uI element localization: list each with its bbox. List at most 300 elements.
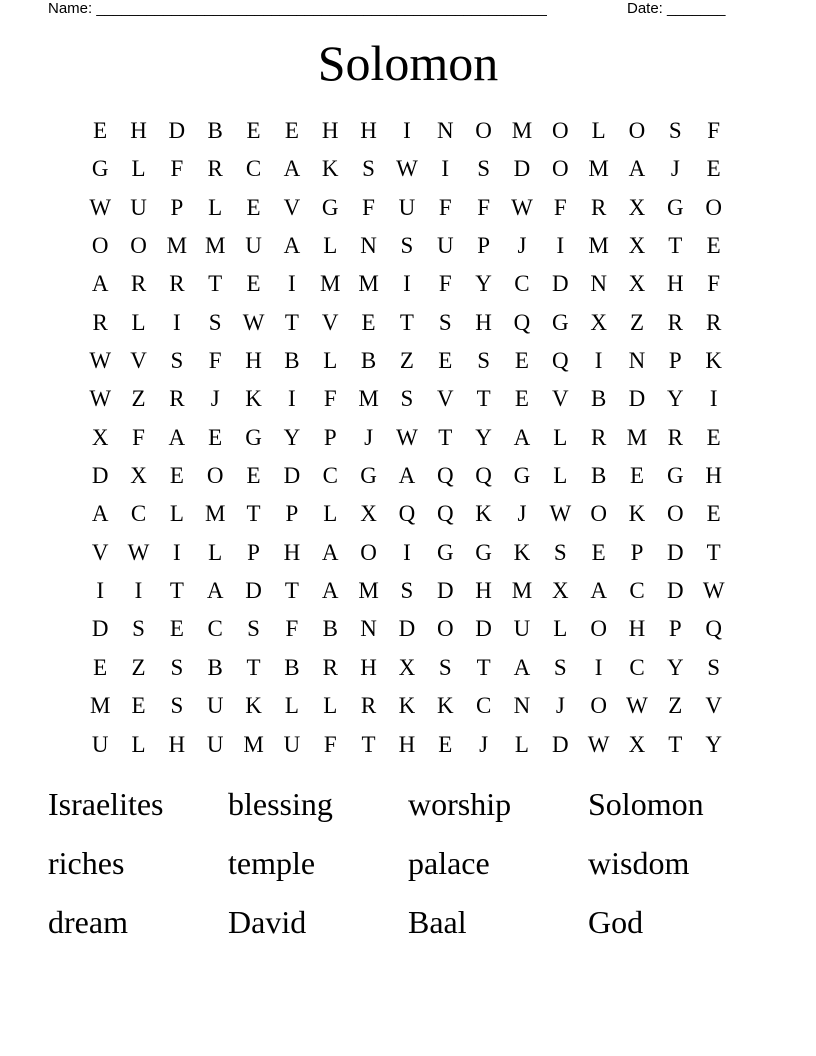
grid-cell: E xyxy=(169,463,184,489)
grid-cell: I xyxy=(441,156,450,182)
grid-cell: M xyxy=(204,233,226,259)
grid-cell: Q xyxy=(398,501,416,527)
grid-cell: I xyxy=(709,386,718,412)
grid-cell: S xyxy=(208,309,222,335)
grid-cell: Y xyxy=(667,654,684,680)
grid-cell: F xyxy=(208,348,222,374)
grid-cell: S xyxy=(362,156,375,182)
grid-cell: E xyxy=(361,309,376,335)
grid-cell: H xyxy=(130,118,147,143)
grid-cell: I xyxy=(594,348,603,374)
grid-cell: K xyxy=(245,386,262,412)
grid-cell: L xyxy=(131,156,146,182)
grid-cell: U xyxy=(513,616,531,642)
grid-cell: A xyxy=(283,233,301,259)
grid-cell: U xyxy=(206,693,224,719)
grid-cell: G xyxy=(475,539,492,565)
grid-cell: X xyxy=(628,271,646,297)
word-list-item: palace xyxy=(408,845,490,881)
grid-cell: X xyxy=(628,194,646,220)
word-list-item: temple xyxy=(228,845,316,881)
grid-cell: A xyxy=(628,156,646,182)
grid-cell: E xyxy=(514,386,529,412)
grid-cell: R xyxy=(322,654,338,680)
word-list-item: God xyxy=(588,904,644,940)
grid-cell: M xyxy=(588,156,609,182)
grid-cell: W xyxy=(396,424,418,450)
page-title: Solomon xyxy=(317,35,499,91)
grid-cell: W xyxy=(89,386,112,412)
grid-cell: L xyxy=(553,424,568,450)
grid-cell: Q xyxy=(513,309,531,335)
grid-cell: C xyxy=(322,463,338,489)
grid-cell: K xyxy=(475,501,492,527)
word-list-item: wisdom xyxy=(588,845,690,881)
grid-cell: S xyxy=(477,156,490,182)
grid-cell: R xyxy=(590,424,607,450)
grid-cell: V xyxy=(130,348,147,374)
grid-cell: P xyxy=(323,424,337,450)
grid-cell: O xyxy=(360,539,377,565)
grid-cell: W xyxy=(396,156,418,182)
word-list xyxy=(48,780,788,957)
grid-cell: F xyxy=(438,271,452,297)
grid-cell: C xyxy=(475,693,492,719)
grid-cell: N xyxy=(360,616,377,642)
grid-cell: A xyxy=(321,539,339,565)
grid-cell: I xyxy=(173,309,181,335)
grid-cell: U xyxy=(245,233,262,259)
grid-cell: A xyxy=(513,424,531,450)
grid-cell: N xyxy=(436,118,454,143)
grid-cell: A xyxy=(513,654,531,680)
grid-cell: F xyxy=(707,118,721,143)
grid-cell: Q xyxy=(436,501,454,527)
grid-cell: H xyxy=(321,118,339,143)
word-list-item: worship xyxy=(408,786,512,822)
grid-cell: X xyxy=(360,501,377,527)
grid-cell: D xyxy=(245,578,262,604)
grid-cell: F xyxy=(132,424,145,450)
grid-cell: V xyxy=(91,539,109,565)
grid-cell: G xyxy=(245,424,262,450)
grid-cell: Z xyxy=(399,348,414,374)
grid-cell: L xyxy=(323,348,338,374)
grid-cell: M xyxy=(626,424,648,450)
grid-cell: X xyxy=(551,578,569,604)
grid-cell: I xyxy=(288,271,296,297)
grid-cell: L xyxy=(169,501,184,527)
grid-cell: O xyxy=(551,118,569,143)
grid-cell: M xyxy=(243,731,264,757)
grid-cell: Q xyxy=(436,463,454,489)
grid-cell: O xyxy=(436,616,454,642)
grid-cell: A xyxy=(206,578,224,604)
grid-cell: Z xyxy=(629,309,645,335)
grid-cell: E xyxy=(208,424,223,450)
grid-cell: O xyxy=(475,118,492,143)
grid-cell: L xyxy=(131,309,146,335)
grid-cell: D xyxy=(91,616,109,642)
grid-cell: S xyxy=(170,693,184,719)
grid-cell: E xyxy=(131,693,146,719)
grid-cell: F xyxy=(707,271,721,297)
word-list-item: dream xyxy=(48,904,128,940)
grid-cell: I xyxy=(556,233,565,259)
grid-cell: Y xyxy=(475,424,492,450)
grid-cell: O xyxy=(590,616,607,642)
grid-cell: S xyxy=(400,578,414,604)
grid-cell: W xyxy=(702,578,725,604)
grid-cell: O xyxy=(705,194,722,220)
grid-cell: H xyxy=(283,539,301,565)
grid-cell: P xyxy=(630,539,644,565)
grid-cell: M xyxy=(358,578,379,604)
grid-cell: B xyxy=(590,463,607,489)
grid-cell: I xyxy=(403,539,411,565)
grid-cell: L xyxy=(208,194,223,220)
grid-cell: T xyxy=(246,654,261,680)
grid-cell: Q xyxy=(475,463,492,489)
grid-cell: E xyxy=(93,118,108,143)
grid-cell: W xyxy=(549,501,572,527)
grid-cell: X xyxy=(398,654,416,680)
grid-cell: Z xyxy=(131,386,146,412)
grid-cell: S xyxy=(438,309,452,335)
grid-cell: O xyxy=(206,463,224,489)
grid-cell: G xyxy=(513,463,531,489)
grid-cell: O xyxy=(130,233,147,259)
grid-cell: S xyxy=(553,539,567,565)
grid-cell: H xyxy=(360,118,377,143)
grid-cell: U xyxy=(206,731,224,757)
grid-cell: A xyxy=(321,578,339,604)
grid-cell: L xyxy=(591,118,606,143)
grid-cell: E xyxy=(246,194,261,220)
grid-cell: S xyxy=(400,233,414,259)
grid-cell: E xyxy=(246,118,261,143)
grid-cell: T xyxy=(668,731,683,757)
grid-cell: G xyxy=(436,539,454,565)
grid-cell: D xyxy=(475,616,492,642)
grid-cell: P xyxy=(170,194,184,220)
grid-cell: U xyxy=(130,194,147,220)
grid-cell: I xyxy=(594,654,603,680)
grid-cell: F xyxy=(170,156,184,182)
grid-cell: O xyxy=(91,233,109,259)
grid-cell: J xyxy=(210,386,220,412)
grid-cell: E xyxy=(706,501,721,527)
grid-cell: B xyxy=(322,616,338,642)
grid-cell: I xyxy=(288,386,296,412)
grid-cell: L xyxy=(208,539,223,565)
grid-cell: F xyxy=(323,386,337,412)
grid-cell: T xyxy=(284,578,299,604)
grid-cell: R xyxy=(667,424,683,450)
grid-cell: G xyxy=(91,156,109,182)
grid-cell: W xyxy=(89,194,112,220)
grid-cell: D xyxy=(283,463,301,489)
grid-cell: T xyxy=(284,309,299,335)
grid-cell: A xyxy=(398,463,416,489)
grid-cell: E xyxy=(438,731,453,757)
grid-cell: B xyxy=(284,348,300,374)
grid-cell: B xyxy=(207,654,223,680)
grid-cell: D xyxy=(551,271,569,297)
grid-cell: R xyxy=(590,194,607,220)
grid-cell: L xyxy=(284,693,299,719)
grid-cell: I xyxy=(96,578,104,604)
grid-cell: I xyxy=(134,578,143,604)
grid-cell: N xyxy=(590,271,607,297)
grid-cell: H xyxy=(245,348,262,374)
grid-cell: M xyxy=(358,386,379,412)
grid-cell: T xyxy=(706,539,721,565)
grid-cell: J xyxy=(670,156,680,182)
grid-cell: H xyxy=(168,731,186,757)
grid-cell: D xyxy=(168,118,186,143)
grid-cell: H xyxy=(360,654,377,680)
grid-cell: O xyxy=(551,156,569,182)
grid-cell: R xyxy=(667,309,683,335)
grid-cell: U xyxy=(436,233,454,259)
grid-cell: S xyxy=(170,348,184,374)
grid-cell: G xyxy=(360,463,377,489)
word-list-item: David xyxy=(228,904,307,940)
grid-cell: P xyxy=(668,348,682,374)
grid-cell: M xyxy=(204,501,226,527)
grid-cell: F xyxy=(323,731,337,757)
word-list-item: Solomon xyxy=(588,786,704,822)
grid-cell: K xyxy=(513,539,531,565)
grid-cell: K xyxy=(705,348,722,374)
grid-cell: D xyxy=(551,731,569,757)
grid-cell: E xyxy=(706,233,721,259)
grid-cell: S xyxy=(132,616,145,642)
grid-cell: B xyxy=(590,386,607,412)
grid-cell: W xyxy=(89,348,112,374)
grid-cell: U xyxy=(283,731,301,757)
grid-cell: D xyxy=(667,578,684,604)
grid-cell: B xyxy=(360,348,377,374)
grid-cell: Y xyxy=(667,386,684,412)
name-field: Name: ______________________________________________________ xyxy=(48,0,547,17)
grid-cell: W xyxy=(626,693,648,719)
grid-cell: K xyxy=(398,693,416,719)
grid-cell: C xyxy=(245,156,262,182)
grid-cell: E xyxy=(246,463,261,489)
grid-cell: O xyxy=(667,501,684,527)
grid-cell: W xyxy=(587,731,610,757)
grid-cell: K xyxy=(436,693,454,719)
grid-cell: Y xyxy=(475,271,492,297)
grid-cell: Z xyxy=(131,654,146,680)
date-field: Date: _______ xyxy=(627,0,726,17)
grid-cell: C xyxy=(629,654,645,680)
word-list-item: blessing xyxy=(228,786,333,822)
grid-cell: E xyxy=(169,616,184,642)
grid-cell: S xyxy=(668,118,682,143)
grid-cell: F xyxy=(438,194,452,220)
grid-cell: R xyxy=(207,156,223,182)
grid-cell: M xyxy=(89,693,111,719)
grid-cell: D xyxy=(91,463,109,489)
grid-cell: G xyxy=(321,194,339,220)
grid-cell: F xyxy=(477,194,490,220)
grid-cell: B xyxy=(207,118,223,143)
grid-cell: K xyxy=(628,501,646,527)
grid-cell: A xyxy=(91,501,109,527)
grid-cell: A xyxy=(91,271,109,297)
grid-cell: Q xyxy=(551,348,569,374)
grid-cell: X xyxy=(628,233,646,259)
grid-cell: M xyxy=(511,578,533,604)
grid-cell: L xyxy=(323,233,338,259)
grid-cell: H xyxy=(475,578,492,604)
grid-cell: L xyxy=(323,693,338,719)
grid-cell: T xyxy=(246,501,261,527)
grid-cell: W xyxy=(127,539,150,565)
grid-cell: D xyxy=(513,156,531,182)
grid-cell: T xyxy=(476,386,491,412)
grid-cell: J xyxy=(517,501,527,527)
grid-cell: Y xyxy=(283,424,301,450)
grid-cell: R xyxy=(169,271,185,297)
grid-cell: J xyxy=(479,731,489,757)
grid-cell: S xyxy=(170,654,184,680)
grid-cell: X xyxy=(590,309,607,335)
grid-cell: T xyxy=(438,424,453,450)
grid-cell: I xyxy=(173,539,181,565)
grid-cell: C xyxy=(514,271,530,297)
grid-cell: U xyxy=(398,194,416,220)
grid-cell: K xyxy=(245,693,262,719)
grid-cell: S xyxy=(477,348,490,374)
grid-cell: S xyxy=(247,616,260,642)
grid-cell: H xyxy=(475,309,492,335)
grid-cell: C xyxy=(207,616,223,642)
grid-cell: V xyxy=(283,194,301,220)
grid-cell: R xyxy=(92,309,108,335)
grid-cell: Z xyxy=(668,693,683,719)
grid-cell: F xyxy=(553,194,567,220)
grid-cell: H xyxy=(667,271,684,297)
grid-cell: E xyxy=(514,348,529,374)
grid-cell: G xyxy=(551,309,569,335)
grid-cell: V xyxy=(321,309,339,335)
grid-cell: D xyxy=(436,578,454,604)
grid-cell: R xyxy=(706,309,722,335)
grid-cell: A xyxy=(590,578,607,604)
grid-cell: V xyxy=(551,386,569,412)
grid-cell: A xyxy=(283,156,301,182)
grid-cell: G xyxy=(667,194,684,220)
grid-cell: W xyxy=(511,194,533,220)
grid-cell: R xyxy=(130,271,147,297)
grid-cell: F xyxy=(285,616,299,642)
grid-cell: U xyxy=(91,731,109,757)
grid-cell: W xyxy=(242,309,265,335)
grid-cell: T xyxy=(169,578,184,604)
grid-cell: J xyxy=(517,233,527,259)
grid-cell: L xyxy=(553,616,568,642)
grid-cell: K xyxy=(321,156,339,182)
grid-cell: C xyxy=(130,501,147,527)
grid-cell: N xyxy=(360,233,377,259)
grid-cell: B xyxy=(284,654,300,680)
grid-cell: L xyxy=(514,731,529,757)
grid-cell: L xyxy=(553,463,568,489)
grid-cell: M xyxy=(166,233,188,259)
grid-cell: D xyxy=(628,386,646,412)
grid-cell: P xyxy=(247,539,260,565)
grid-cell: X xyxy=(91,424,109,450)
grid-cell: E xyxy=(706,424,721,450)
grid-cell: P xyxy=(668,616,682,642)
word-list-item: Israelites xyxy=(48,786,164,822)
grid-cell: I xyxy=(403,271,411,297)
grid-cell: S xyxy=(438,654,452,680)
grid-cell: S xyxy=(707,654,721,680)
grid-cell: E xyxy=(246,271,261,297)
grid-cell: C xyxy=(629,578,645,604)
grid-cell: E xyxy=(93,654,108,680)
grid-cell: X xyxy=(628,731,646,757)
grid-cell: M xyxy=(511,118,533,143)
grid-cell: D xyxy=(667,539,684,565)
grid-cell: E xyxy=(438,348,453,374)
grid-cell: H xyxy=(628,616,646,642)
grid-cell: N xyxy=(628,348,646,374)
grid-cell: D xyxy=(398,616,416,642)
grid-cell: T xyxy=(361,731,376,757)
grid-cell: M xyxy=(320,271,341,297)
grid-cell: E xyxy=(706,156,721,182)
grid-cell: R xyxy=(360,693,377,719)
grid-cell: I xyxy=(403,118,411,143)
grid-cell: T xyxy=(208,271,223,297)
grid-cell: R xyxy=(169,386,185,412)
grid-cell: P xyxy=(285,501,299,527)
grid-cell: E xyxy=(284,118,299,143)
grid-cell: M xyxy=(588,233,609,259)
grid-cell: V xyxy=(436,386,454,412)
grid-cell: Q xyxy=(705,616,722,642)
grid-cell: P xyxy=(477,233,490,259)
grid-cell: V xyxy=(705,693,722,719)
grid-cell: H xyxy=(398,731,416,757)
grid-cell: O xyxy=(590,693,607,719)
grid-cell: O xyxy=(590,501,607,527)
grid-cell: F xyxy=(362,194,375,220)
grid-cell: T xyxy=(476,654,491,680)
grid-cell: G xyxy=(667,463,684,489)
grid-cell: E xyxy=(629,463,645,489)
grid-cell: S xyxy=(400,386,414,412)
grid-cell: J xyxy=(364,424,374,450)
grid-cell: N xyxy=(513,693,531,719)
letter-grid xyxy=(81,112,733,764)
grid-cell: Y xyxy=(705,731,722,757)
grid-cell: L xyxy=(323,501,338,527)
grid-cell: H xyxy=(705,463,722,489)
grid-cell: E xyxy=(591,539,606,565)
grid-cell: M xyxy=(358,271,379,297)
grid-cell: T xyxy=(668,233,683,259)
grid-cell: X xyxy=(130,463,147,489)
grid-cell: A xyxy=(168,424,186,450)
grid-cell: T xyxy=(399,309,414,335)
